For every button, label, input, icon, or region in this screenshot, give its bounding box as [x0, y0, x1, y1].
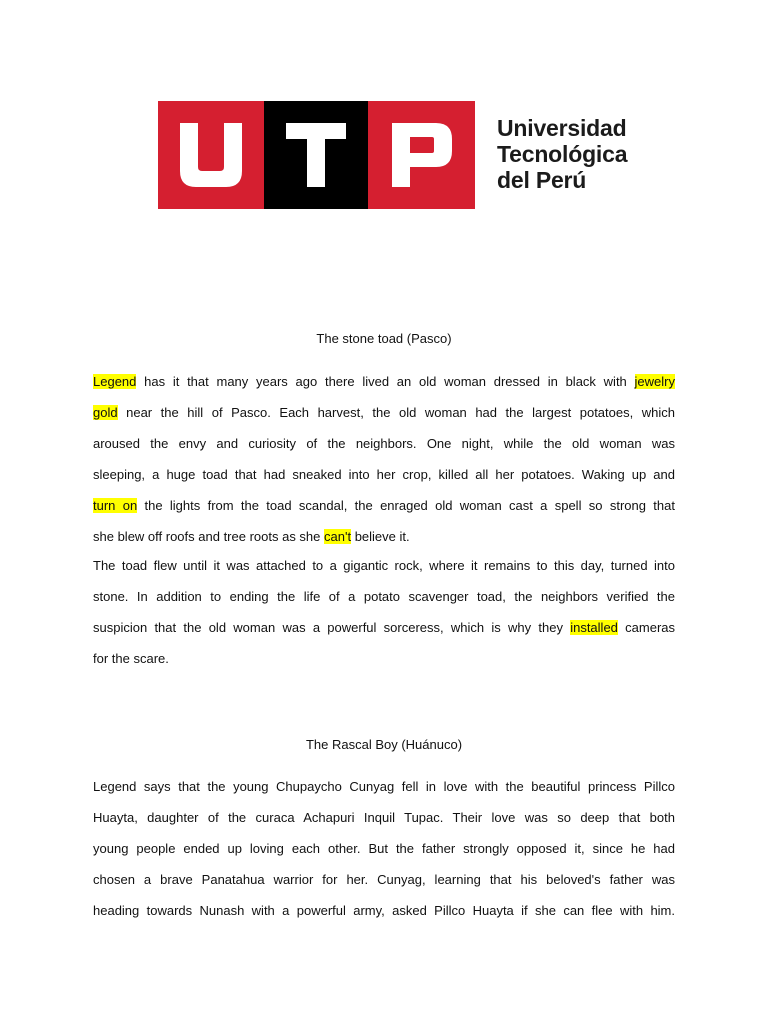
- section-title-stone-toad: The stone toad (Pasco): [316, 331, 452, 346]
- text-line: suspicion that the old woman was a powerful sorceress, which is why they installed cameras: [93, 620, 676, 635]
- highlight: can't: [324, 529, 352, 544]
- text-line: Legend has it that many years ago there lived an old woman dressed in black with jewelry: [93, 374, 675, 389]
- logo-block-p: [368, 101, 475, 209]
- highlight: jewelry: [634, 374, 675, 389]
- text-line: turn on the lights from the toad scandal, the enraged old woman cast a spell so strong that: [93, 498, 675, 513]
- highlight: gold: [93, 405, 118, 420]
- text-line: she blew off roofs and tree roots as she can't believe it.: [93, 529, 410, 544]
- letter-p-glyph: [392, 123, 452, 187]
- paragraph-rascal-boy-1: [93, 779, 675, 934]
- text-line: sleeping, a huge toad that had sneaked into her crop, killed all her potatoes. Waking up and: [93, 467, 675, 482]
- text-line: Legend says that the young Chupaycho Cunyag fell in love with the beautiful princess Pillco: [93, 779, 675, 794]
- letter-u-glyph: [180, 123, 242, 187]
- logo-text-line-2: Tecnológica: [497, 141, 628, 167]
- highlight: turn on: [93, 498, 138, 513]
- text-line: Huayta, daughter of the curaca Achapuri Inquil Tupac. Their love was so deep that both: [93, 810, 675, 825]
- letter-t-glyph: [286, 123, 346, 187]
- logo-block-u: [158, 101, 264, 209]
- text-line: chosen a brave Panatahua warrior for her. Cunyag, learning that his beloved's father was: [93, 872, 675, 887]
- paragraph-stone-toad-2: [93, 558, 675, 682]
- section-title-rascal-boy: The Rascal Boy (Huánuco): [305, 737, 463, 752]
- text-line: young people ended up loving each other. But the father strongly opposed it, since he had: [93, 841, 675, 856]
- utp-logo: [158, 101, 648, 209]
- logo-text-line-1: Universidad: [497, 115, 627, 141]
- paragraph-stone-toad-1: [93, 374, 675, 560]
- highlight: Legend: [93, 374, 137, 389]
- highlight: installed: [570, 620, 618, 635]
- text-line: stone. In addition to ending the life of a potato scavenger toad, the neighbors verified the: [93, 589, 675, 604]
- text-line: The toad flew until it was attached to a gigantic rock, where it remains to this day, turned into: [93, 558, 675, 573]
- logo-blocks: [158, 101, 475, 209]
- text-line: aroused the envy and curiosity of the neighbors. One night, while the old woman was: [93, 436, 675, 451]
- text-line: for the scare.: [93, 651, 169, 666]
- logo-block-t: [264, 101, 368, 209]
- text-line: heading towards Nunash with a powerful army, asked Pillco Huayta if she can flee with him.: [93, 903, 675, 918]
- text-line: gold near the hill of Pasco. Each harvest, the old woman had the largest potatoes, which: [93, 405, 675, 420]
- logo-wordmark: [497, 115, 657, 193]
- logo-text-line-3: del Perú: [497, 167, 587, 193]
